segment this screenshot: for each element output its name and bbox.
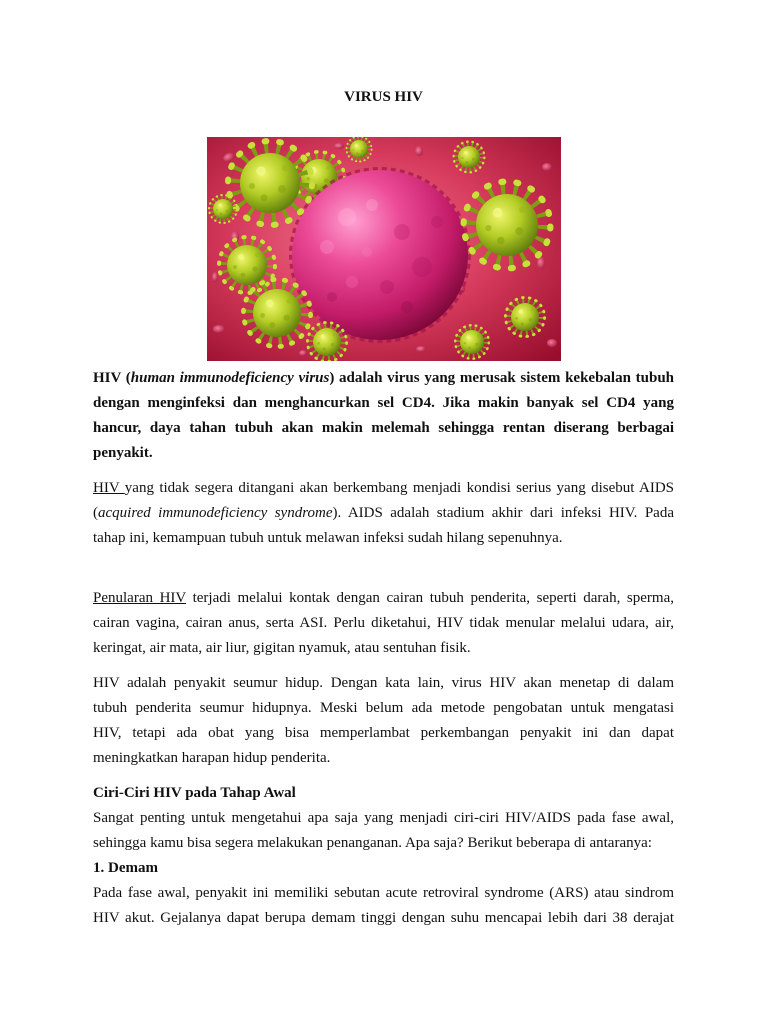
paragraph-definition <box>93 366 674 466</box>
text-run: ). AIDS adalah stadium akhir dari infeksi HIV. Pada <box>332 505 674 521</box>
italic-term: acquired immunodeficiency syndrome <box>98 505 333 521</box>
text-run: yang tidak segera ditangani akan berkembang menjadi kondisi serius yang disebut AIDS <box>124 480 674 496</box>
paragraph-line <box>93 636 674 661</box>
text-run: cairan vagina, cairan anus, serta ASI. Perlu diketahui, HIV tidak menular melalui udara, air, <box>93 615 674 631</box>
text-run: meningkatkan harapan hidup penderita. <box>93 750 331 766</box>
text-run: HIV akut. Gejalanya dapat berupa demam tinggi dengan suhu mencapai lebih dari 38 derajat <box>93 910 674 926</box>
blood-cell <box>299 350 307 356</box>
text-run: tahap ini, kemampuan tubuh untuk melawan infeksi sudah hilang sepenuhnya. <box>93 530 563 546</box>
blood-cell <box>415 146 423 156</box>
blood-cell <box>537 257 545 269</box>
paragraph-transmission <box>93 586 674 661</box>
text-run: hancur, daya tahan tubuh akan makin melemah sehingga rentan diserang berbagai <box>93 420 674 436</box>
text-run: sehingga kamu bisa segera melakukan penanganan. Apa saja? Berikut beberapa di antaranya: <box>93 835 652 851</box>
paragraph-line <box>93 416 674 441</box>
text-run: penyakit. <box>93 445 153 461</box>
text-run: HIV adalah penyakit seumur hidup. Dengan kata lain, virus HIV akan menetap di dalam <box>93 675 674 691</box>
underlined-term: Penularan HIV <box>93 590 186 606</box>
paragraph-aids <box>93 476 674 551</box>
text-run: Sangat penting untuk mengetahui apa saja yang menjadi ciri-ciri HIV/AIDS pada fase awal, <box>93 810 674 826</box>
page-title: VIRUS HIV <box>344 89 423 105</box>
subsection-heading: 1. Demam <box>93 860 158 876</box>
paragraph-line <box>93 881 674 906</box>
blood-cell <box>416 346 426 352</box>
text-run: keringat, air mata, air liur, gigitan nyamuk, atau sentuhan fisik. <box>93 640 471 656</box>
blood-cell <box>547 339 557 347</box>
paragraph-line <box>93 611 674 636</box>
text-run: HIV, tetapi ada obat yang bisa memperlambat perkembangan penyakit ini dan dapat <box>93 725 674 741</box>
paragraph-lifelong <box>93 671 674 771</box>
paragraph-line <box>93 906 674 931</box>
text-run: dengan menginfeksi dan menghancurkan sel CD4. Jika makin banyak sel CD4 yang <box>93 395 674 411</box>
paragraph-line <box>93 501 674 526</box>
section-heading: Ciri-Ciri HIV pada Tahap Awal <box>93 785 296 801</box>
blood-cell <box>542 163 552 171</box>
paragraph-line <box>93 586 674 611</box>
blood-cell <box>334 143 344 149</box>
paragraph-line <box>93 721 674 746</box>
text-run: ) adalah virus yang merusak sistem kekebalan tubuh <box>329 370 674 386</box>
document-body <box>93 85 674 931</box>
hiv-virus-image <box>207 137 561 361</box>
italic-term: human immunodeficiency virus <box>130 370 330 386</box>
paragraph-line <box>93 746 674 771</box>
paragraph-line <box>93 696 674 721</box>
paragraph-line <box>93 366 674 391</box>
text-run: Pada fase awal, penyakit ini memiliki sebutan acute retroviral syndrome (ARS) atau sindrom <box>93 885 674 901</box>
paragraph-line <box>93 831 674 856</box>
text-run: tubuh penderita seumur hidupnya. Meski belum ada metode pengobatan untuk mengatasi <box>93 700 674 716</box>
paragraph-early-signs <box>93 806 674 856</box>
paragraph-line <box>93 806 674 831</box>
blood-cell <box>212 272 218 282</box>
paragraph-line <box>93 391 674 416</box>
underlined-term: HIV <box>93 480 125 496</box>
blood-cell <box>213 325 225 333</box>
paragraph-line <box>93 476 674 501</box>
text-run: ( <box>93 505 98 521</box>
paragraph-line <box>93 526 674 551</box>
text-run: terjadi melalui kontak dengan cairan tubuh penderita, seperti darah, sperma, <box>185 590 674 606</box>
paragraph-fever <box>93 881 674 931</box>
text-run: HIV ( <box>93 370 131 386</box>
paragraph-line <box>93 671 674 696</box>
paragraph-line <box>93 441 674 466</box>
